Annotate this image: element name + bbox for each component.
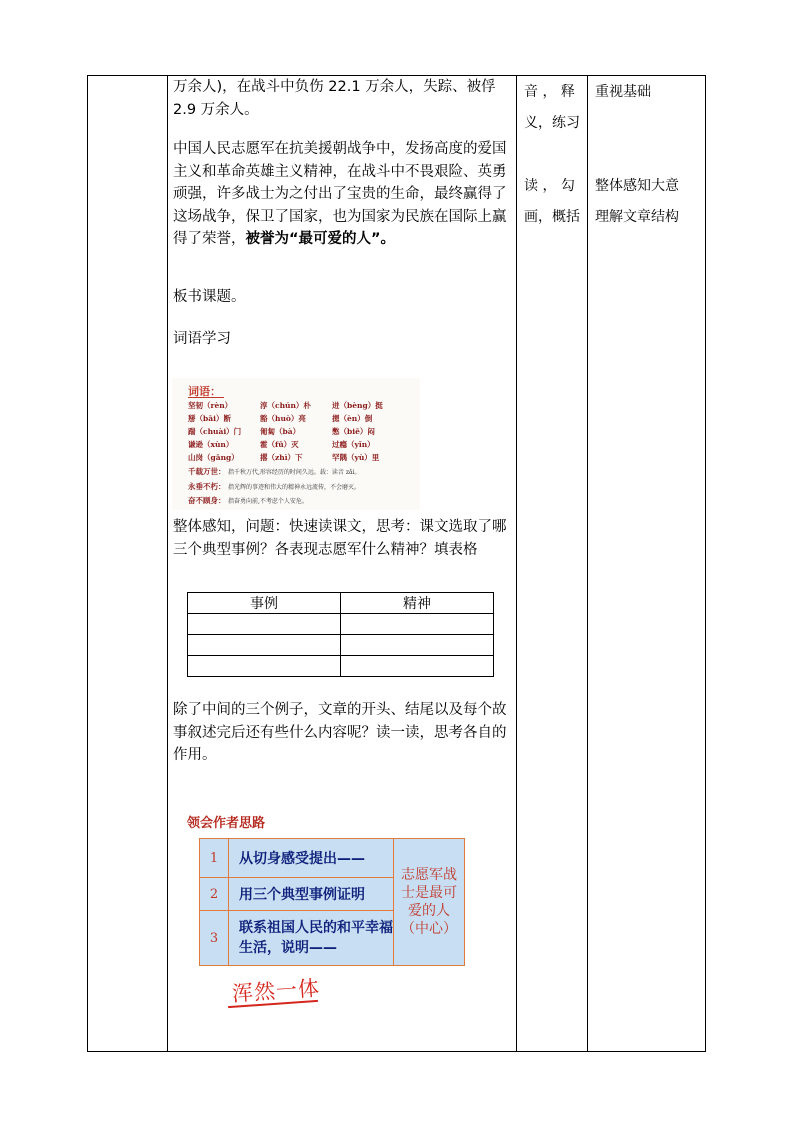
column-divider-3 <box>587 75 588 1052</box>
vocab-row <box>188 452 379 463</box>
reading-task: 整体感知，问题：快速读课文，思考：课文选取了哪三个典型事例？各表现志愿军什么精神？填表格 <box>173 519 507 558</box>
vocab-word: 撂（zhì）下 <box>260 453 303 462</box>
intent-basics: 重视基础 <box>595 84 651 100</box>
idiom-definition: 指奋勇向前,不考虑个人安危。 <box>228 498 308 505</box>
vocab-row <box>188 413 372 424</box>
step-number: 3 <box>200 911 229 966</box>
structure-question: 除了中间的三个例子，文章的开头、结尾以及每个故事叙述完后还有些什么内容呢？读一读，思考各自的作用。 <box>173 702 507 763</box>
idiom-definition: 指千秋万代,形容经历的时间久远。载：读音 zǎi。 <box>228 469 361 476</box>
spirit-cell[interactable] <box>341 614 494 635</box>
vocab-row <box>188 426 375 437</box>
vocab-word: 踹（chuài）门 <box>188 427 242 436</box>
spirit-cell[interactable] <box>341 635 494 656</box>
step-text: 联系祖国人民的和平幸福生活，说明—— <box>229 911 394 966</box>
vocab-title-underline <box>188 397 224 398</box>
step-number: 2 <box>200 878 229 911</box>
column-header-example: 事例 <box>188 593 341 614</box>
intent-overview: 整体感知大意 <box>595 178 679 194</box>
vocab-image-title: 词语： <box>188 385 221 398</box>
diagram-step <box>200 839 465 878</box>
fill-in-table <box>187 592 494 677</box>
center-line: 志愿军战 <box>401 867 457 883</box>
vocab-word: 谦逊（xùn） <box>188 440 234 449</box>
idiom-term: 千载万世： <box>188 467 226 476</box>
vocab-word: 山岗（gāng） <box>188 453 239 462</box>
idiom-row <box>188 481 360 492</box>
intent-structure: 理解文章结构 <box>595 209 679 225</box>
spirit-cell[interactable] <box>341 656 494 677</box>
vocab-heading: 词语学习 <box>173 331 231 347</box>
board-title-note: 板书课题。 <box>173 289 246 305</box>
diagram-center <box>394 839 465 966</box>
handwritten-summary: 浑然一体 <box>231 975 321 1007</box>
column-header-spirit: 精神 <box>341 593 494 614</box>
student-activity-3: 读 ， 勾 <box>524 178 575 194</box>
idiom-term: 永垂不朽： <box>188 482 226 491</box>
student-activity-4: 画，概括 <box>524 209 580 225</box>
vocab-word: 憋（biē）闷 <box>332 427 375 436</box>
volunteer-paragraph <box>173 138 513 251</box>
vocab-word: 过瘾（yǐn） <box>332 440 375 449</box>
idiom-row <box>188 466 360 477</box>
example-cell[interactable] <box>188 635 341 656</box>
diagram-title: 领会作者思路 <box>187 816 266 831</box>
idiom-row <box>188 495 308 506</box>
casualty-paragraph: 万余人)，在战斗中负伤 22.1 万余人，失踪、被俘 2.9 万余人。 <box>173 79 496 118</box>
volunteer-paragraph-bold: 被誉为“最可爱的人”。 <box>245 231 396 247</box>
step-text: 用三个典型事例证明 <box>229 878 394 911</box>
vocabulary-image <box>172 378 420 510</box>
idiom-definition: 指光辉的事迹和伟大的精神永远流传，不会磨灭。 <box>228 484 361 491</box>
vocab-row <box>188 439 375 450</box>
step-number: 1 <box>200 839 229 878</box>
column-divider-1 <box>167 75 168 1052</box>
vocab-word: 坚韧（rèn） <box>188 401 233 410</box>
column-divider-2 <box>516 75 517 1052</box>
vocab-word: 迸（bèng）挺 <box>332 401 383 410</box>
table-row <box>188 614 494 635</box>
vocab-row <box>188 400 383 411</box>
student-activity-1: 音 ， 释 <box>524 84 575 100</box>
table-row <box>188 656 494 677</box>
example-cell[interactable] <box>188 614 341 635</box>
center-line: 士是最可 <box>401 885 457 901</box>
center-line: 爱的人 <box>408 903 450 919</box>
table-row <box>188 635 494 656</box>
vocab-word: 豁（huò）亮 <box>260 414 306 423</box>
center-line: （中心） <box>401 921 457 937</box>
vocab-word: 摁（èn）倒 <box>332 414 373 423</box>
student-activity-2: 义，练习 <box>524 115 580 131</box>
step-text: 从切身感受提出—— <box>229 839 394 878</box>
idiom-term: 奋不顾身： <box>188 496 226 505</box>
volunteer-paragraph-text: 中国人民志愿军在抗美援朝战争中，发扬高度的爱国主义和革命英雄主义精神，在战斗中不畏艰险、英勇顽强，许多战士为之付出了宝贵的生命，最终赢得了这场战争，保卫了国家，也为国家为民族在国际上赢得了荣誉， <box>173 141 507 247</box>
vocab-word: 掰（bāi）断 <box>188 414 231 423</box>
vocab-word: 罕隅（yù）里 <box>332 453 380 462</box>
author-thought-diagram <box>199 838 465 966</box>
vocab-word: 匍匐（bà） <box>260 427 301 436</box>
vocab-word: 霍（fū）灭 <box>260 440 299 449</box>
vocab-word: 淳（chún）朴 <box>260 401 311 410</box>
example-cell[interactable] <box>188 656 341 677</box>
